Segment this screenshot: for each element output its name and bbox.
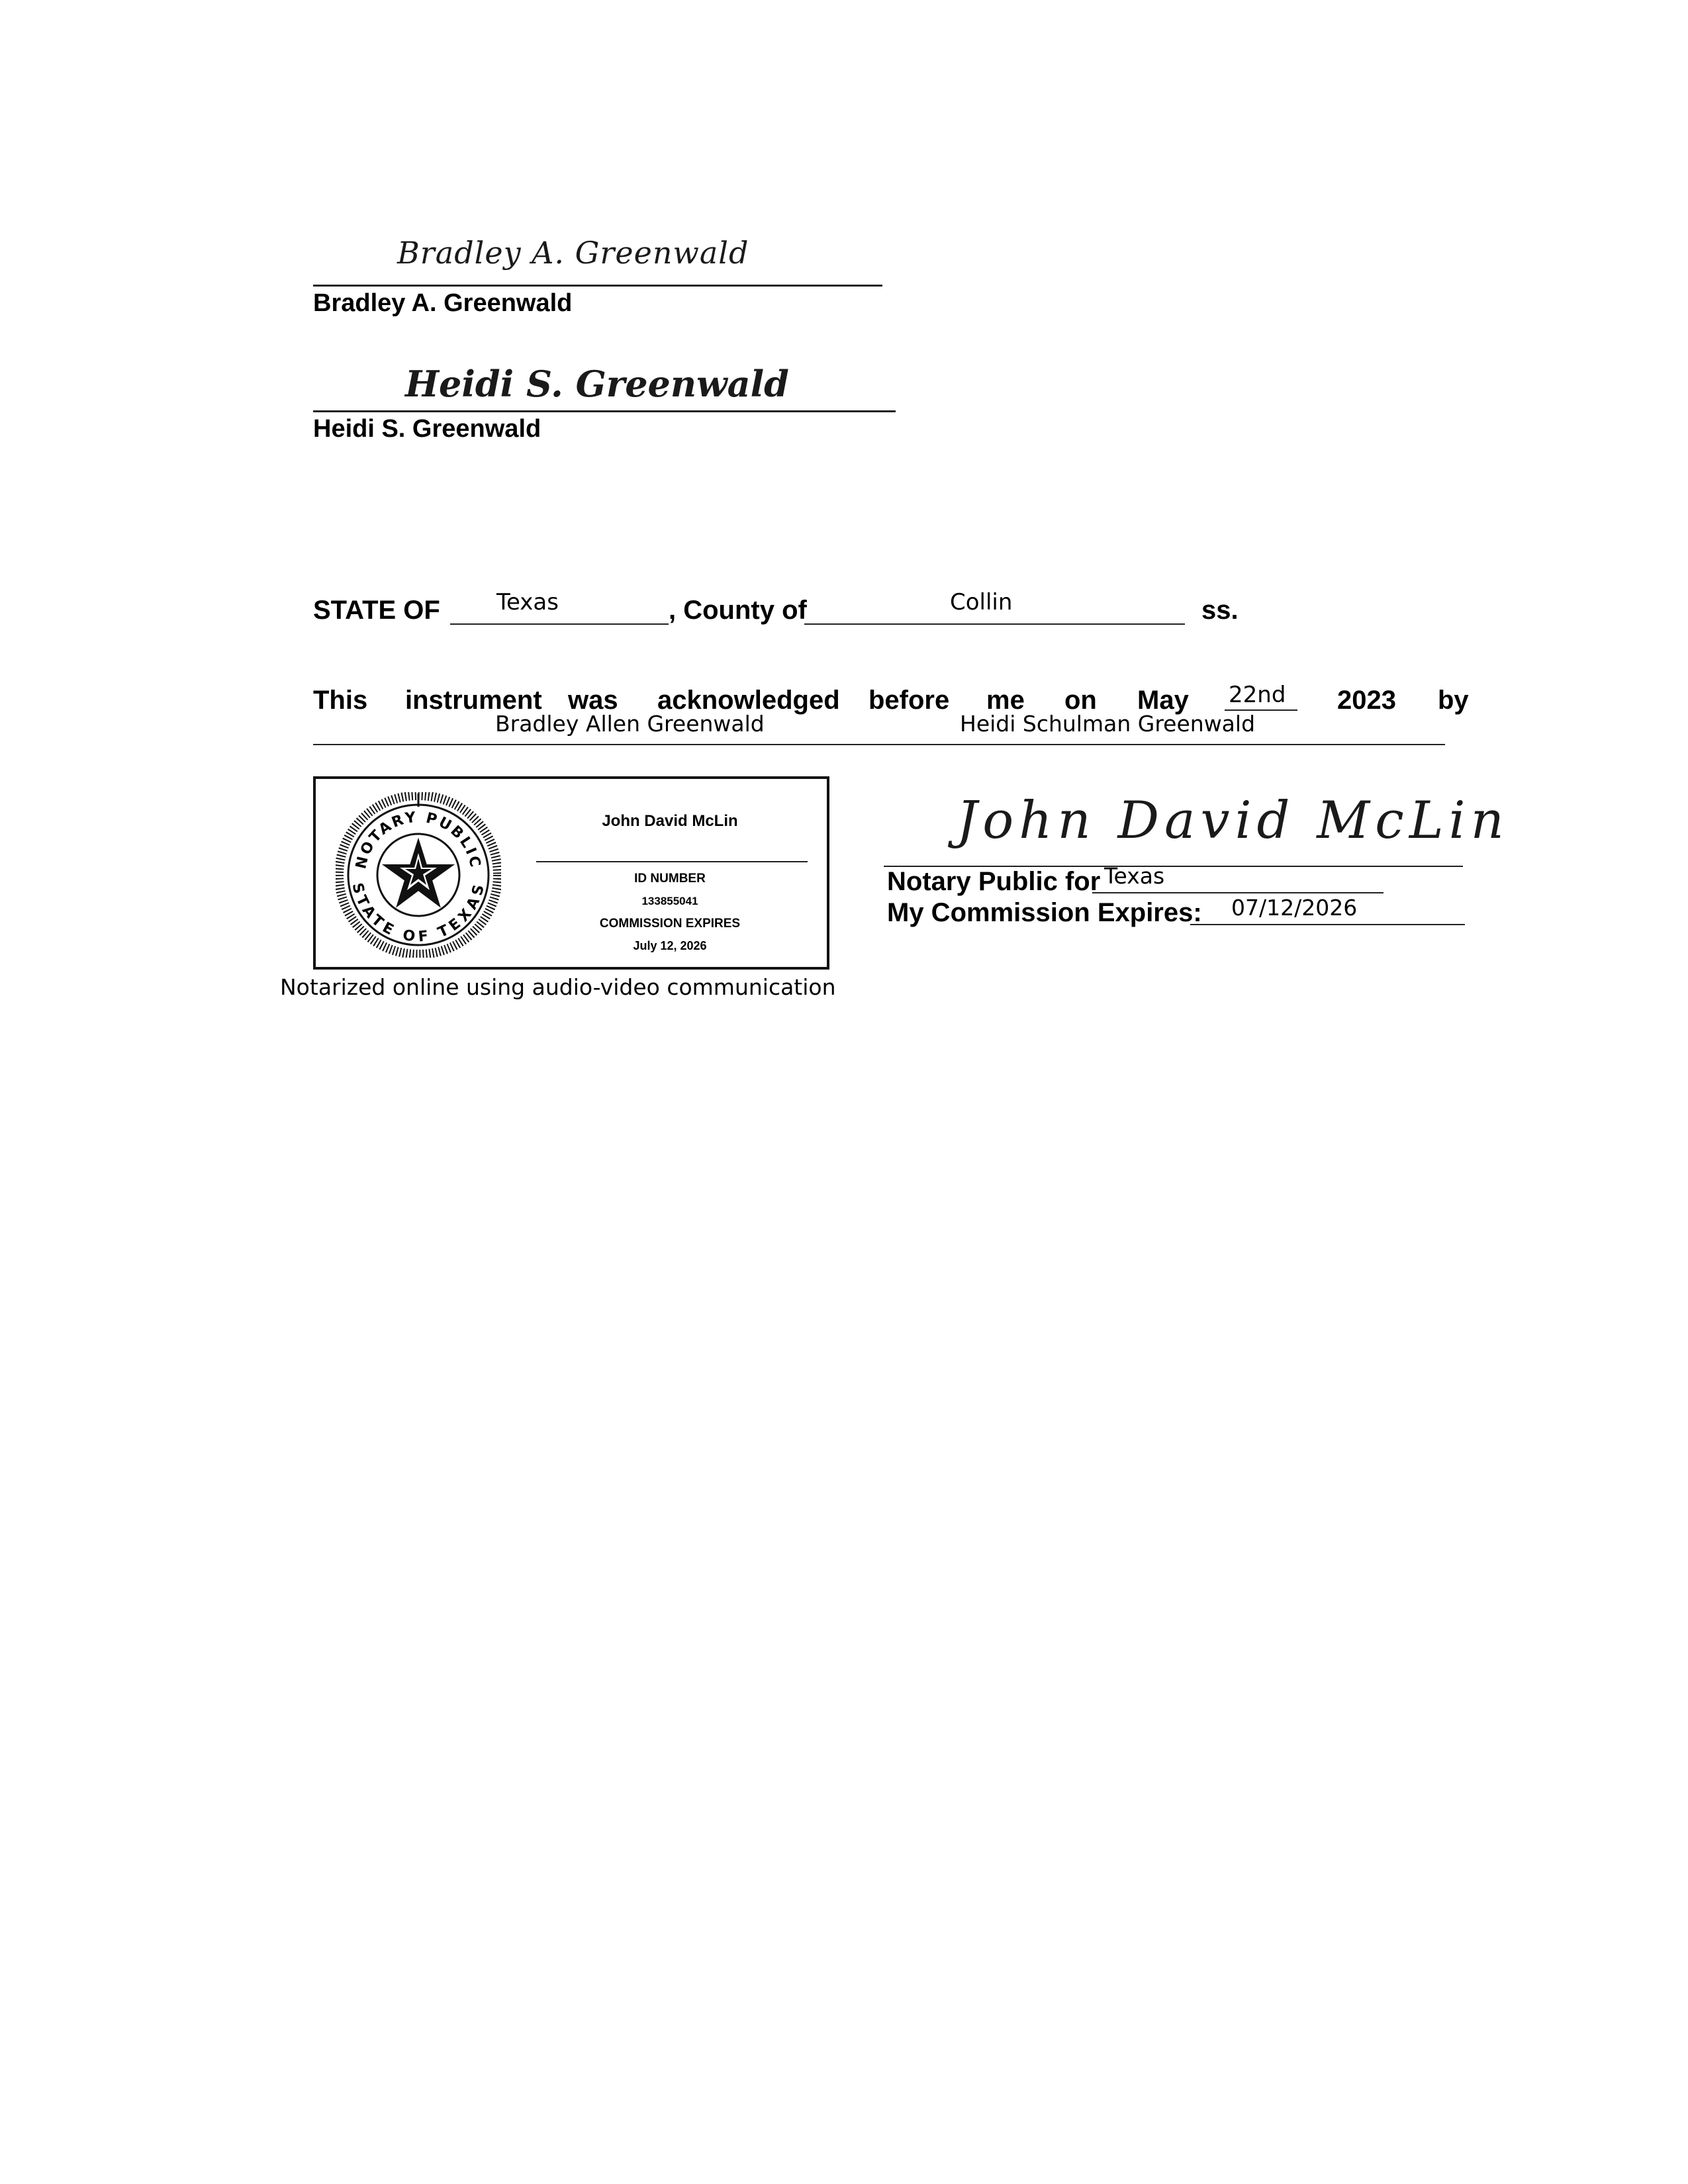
ack-word-month: May bbox=[1137, 686, 1189, 715]
notary-expires-underline bbox=[1190, 924, 1465, 925]
notary-signature: John David McLin bbox=[957, 791, 1509, 850]
ack-word-acknowledged: acknowledged bbox=[657, 686, 840, 715]
county-label: , County of bbox=[669, 596, 807, 625]
stamp-divider bbox=[536, 861, 808, 862]
notary-stamp bbox=[313, 776, 829, 970]
signature-line-heidi bbox=[313, 410, 896, 412]
printed-name-bradley: Bradley A. Greenwald bbox=[313, 289, 573, 317]
signature-bradley: Bradley A. Greenwald bbox=[397, 235, 749, 271]
ack-word-this: This bbox=[313, 686, 368, 715]
ack-word-was: was bbox=[568, 686, 618, 715]
ack-word-before: before bbox=[868, 686, 950, 715]
ack-word-instrument: instrument bbox=[405, 686, 542, 715]
stamp-id-label: ID NUMBER bbox=[634, 872, 706, 886]
state-value: Texas bbox=[496, 589, 559, 615]
stamp-id-number: 133855041 bbox=[641, 895, 698, 907]
notary-expires-value: 07/12/2026 bbox=[1231, 895, 1358, 921]
notary-public-for-value: Texas bbox=[1104, 863, 1165, 889]
ack-signer-2: Heidi Schulman Greenwald bbox=[960, 711, 1256, 737]
county-underline bbox=[804, 623, 1185, 625]
county-value: Collin bbox=[950, 589, 1013, 615]
ack-word-by: by bbox=[1438, 686, 1469, 715]
ack-year: 2023 bbox=[1337, 686, 1396, 715]
printed-name-heidi: Heidi S. Greenwald bbox=[313, 415, 541, 443]
ss-label: ss. bbox=[1201, 596, 1239, 625]
stamp-expires-date: July 12, 2026 bbox=[633, 939, 707, 952]
notary-expires-label: My Commission Expires: bbox=[887, 898, 1202, 927]
ack-word-me: me bbox=[986, 686, 1025, 715]
stamp-expires-label: COMMISSION EXPIRES bbox=[599, 917, 741, 931]
notary-public-for-label: Notary Public for bbox=[887, 867, 1101, 896]
state-label: STATE OF bbox=[313, 596, 440, 625]
footer-note: Notarized online using audio-video communication bbox=[280, 974, 836, 1000]
state-underline bbox=[450, 623, 669, 625]
signature-heidi: Heidi S. Greenwald bbox=[405, 363, 789, 405]
stamp-notary-name: John David McLin bbox=[602, 812, 738, 830]
ack-signers-underline bbox=[313, 744, 1445, 745]
seal-bottom-text: STATE OF TEXAS bbox=[348, 881, 489, 946]
ack-word-on: on bbox=[1064, 686, 1097, 715]
ack-day: 22nd bbox=[1229, 682, 1286, 708]
seal-top-text: NOTARY PUBLIC bbox=[353, 809, 484, 871]
notary-public-for-underline bbox=[1092, 892, 1383, 893]
signature-line-bradley bbox=[313, 285, 882, 287]
ack-signer-1: Bradley Allen Greenwald bbox=[495, 711, 765, 737]
notary-seal bbox=[336, 792, 501, 958]
